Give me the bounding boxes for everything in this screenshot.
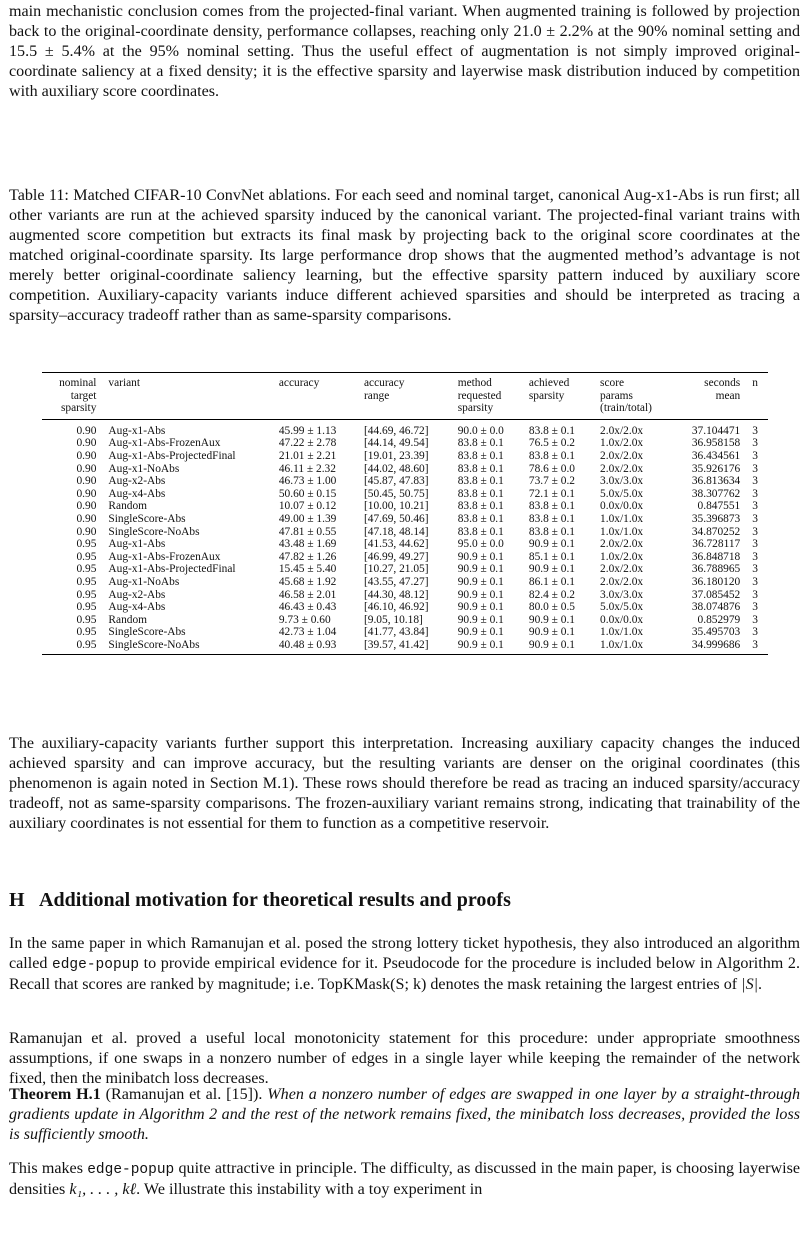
cell-requested-sparsity: 90.9 ± 0.1 — [452, 639, 523, 655]
cell-requested-sparsity: 83.8 ± 0.1 — [457, 437, 504, 450]
text-run: denotes the mask retaining the largest entries of — [426, 976, 742, 993]
cell-n: 3 — [752, 437, 758, 450]
cell-n: 3 — [752, 525, 758, 538]
theorem-label: Theorem H.1 — [9, 1086, 101, 1103]
cell-score-params: 2.0x/2.0x — [600, 563, 644, 576]
text-run: at the — [593, 23, 638, 40]
cell-score-params: 5.0x/5.0x — [600, 601, 644, 614]
cell-requested-sparsity: 90.9 ± 0.1 — [457, 588, 504, 601]
cell-accuracy: 42.73 ± 1.04 — [278, 626, 337, 639]
cell-accuracy-range: [44.69, 46.72] — [363, 424, 429, 437]
cell-accuracy: 10.07 ± 0.12 — [278, 500, 337, 513]
cell-accuracy: 46.43 ± 0.43 — [278, 601, 337, 614]
header-line: nominal — [59, 377, 97, 389]
header-line: (train/total) — [600, 402, 652, 415]
cell-nominal-target: 0.90 — [76, 475, 97, 488]
cell-requested-sparsity: 83.8 ± 0.1 — [457, 487, 504, 500]
cell-n: 3 — [752, 588, 758, 601]
cell-variant: Aug-x1-NoAbs — [108, 575, 180, 588]
cell-accuracy-range: [47.18, 48.14] — [363, 525, 429, 538]
cell-score-params: 0.0x/0.0x — [600, 500, 644, 513]
header-nominal — [42, 373, 102, 420]
monotonicity-paragraph: Ramanujan et al. proved a useful local monotonicity statement for this procedure: under appropriate smoothness assumptions, if one swaps in a nonzero number of edges in a single layer while keeping the remainder of the network fixed, then the minibatch loss decreases. — [9, 1030, 800, 1087]
cell-n: 3 — [752, 626, 758, 639]
cell-achieved-sparsity: 78.6 ± 0.0 — [528, 462, 575, 475]
table-row — [42, 437, 768, 450]
cell-variant: Aug-x1-Abs — [108, 538, 166, 551]
text-run: This makes — [9, 1160, 88, 1177]
table-row — [42, 538, 768, 551]
cell-requested-sparsity: 83.8 ± 0.1 — [457, 500, 504, 513]
cell-score-params: 2.0x/2.0x — [600, 538, 644, 551]
cell-n: 3 — [752, 538, 758, 551]
cell-accuracy: 40.48 ± 0.93 — [273, 639, 358, 655]
header-range — [358, 373, 452, 420]
theorem-text: When a nonzero number of edges are swapped in one layer by a straight-through gradients update in Algorithm 2 and the rest of the network remains fixed, the minibatch loss decreases, provided the loss is sufficiently smooth. — [9, 1086, 801, 1143]
section-heading — [9, 888, 511, 912]
cell-seconds-mean: 0.847551 — [697, 500, 741, 513]
cell-variant: SingleScore-Abs — [108, 626, 186, 639]
cell-nominal-target: 0.95 — [42, 639, 102, 655]
cell-achieved-sparsity: 80.0 ± 0.5 — [528, 601, 575, 614]
cell-nominal-target: 0.95 — [76, 601, 97, 614]
math-inline: 90% — [638, 23, 668, 40]
header-achieved — [523, 373, 594, 420]
cell-achieved-sparsity: 72.1 ± 0.1 — [528, 487, 575, 500]
header-line: variant — [108, 377, 141, 389]
cell-variant: Aug-x4-Abs — [108, 601, 166, 614]
cell-accuracy-range: [10.27, 21.05] — [363, 563, 429, 576]
cell-seconds-mean: 34.870252 — [691, 525, 741, 538]
header-params — [594, 373, 672, 420]
table-row — [42, 576, 768, 589]
cell-achieved-sparsity: 90.9 ± 0.1 — [528, 563, 575, 576]
cell-variant: Aug-x1-NoAbs — [108, 462, 180, 475]
cell-accuracy-range: [41.53, 44.62] — [363, 538, 429, 551]
closing-paragraph — [9, 1159, 800, 1200]
cell-variant: Random — [108, 613, 148, 626]
cell-score-params: 1.0x/1.0x — [600, 525, 644, 538]
cell-nominal-target: 0.90 — [76, 449, 97, 462]
text-run: main mechanistic conclusion comes from the projected-final variant. When augmented training is followed by projection back to the original-coordinate density, performance collapses, reaching only — [9, 3, 800, 40]
header-line: seconds — [704, 377, 741, 389]
cell-score-params: 1.0x/2.0x — [600, 437, 644, 450]
intro-paragraph — [9, 2, 800, 102]
table-row — [42, 563, 768, 576]
cell-n: 3 — [752, 424, 758, 437]
cell-achieved-sparsity: 83.8 ± 0.1 — [528, 525, 575, 538]
cell-accuracy-range: [50.45, 50.75] — [363, 487, 429, 500]
cell-accuracy: 46.73 ± 1.00 — [278, 475, 337, 488]
cell-seconds-mean: 36.788965 — [691, 563, 741, 576]
cell-requested-sparsity: 95.0 ± 0.0 — [457, 538, 504, 551]
cell-achieved-sparsity: 86.1 ± 0.1 — [528, 575, 575, 588]
cell-achieved-sparsity: 83.8 ± 0.1 — [528, 512, 575, 525]
cell-accuracy-range: [39.57, 41.42] — [358, 639, 452, 655]
table-row — [42, 488, 768, 501]
header-n — [746, 373, 768, 420]
cell-accuracy: 46.11 ± 2.32 — [278, 462, 336, 475]
cell-achieved-sparsity: 83.8 ± 0.1 — [528, 424, 575, 437]
cell-nominal-target: 0.90 — [76, 462, 97, 475]
cell-accuracy: 21.01 ± 2.21 — [278, 449, 337, 462]
table-body — [42, 419, 768, 655]
cell-requested-sparsity: 90.9 ± 0.1 — [457, 601, 504, 614]
table-row — [42, 450, 768, 463]
cell-requested-sparsity: 90.9 ± 0.1 — [457, 626, 504, 639]
section-title: Additional motivation for theoretical results and proofs — [39, 889, 511, 911]
cell-requested-sparsity: 83.8 ± 0.1 — [457, 449, 504, 462]
cell-variant: Aug-x2-Abs — [108, 475, 166, 488]
cell-achieved-sparsity: 85.1 ± 0.1 — [528, 550, 575, 563]
cell-nominal-target: 0.90 — [76, 424, 97, 437]
cell-n: 3 — [752, 613, 758, 626]
cell-nominal-target: 0.95 — [76, 550, 97, 563]
cell-seconds-mean: 36.180120 — [691, 575, 741, 588]
math-inline: |S| — [741, 976, 759, 993]
cell-seconds-mean: 38.307762 — [691, 487, 741, 500]
theorem-h1 — [9, 1085, 800, 1145]
code-inline: edge-popup — [52, 957, 140, 973]
cell-nominal-target: 0.95 — [76, 538, 97, 551]
cell-accuracy-range: [10.00, 10.21] — [363, 500, 429, 513]
cell-seconds-mean: 36.958158 — [691, 437, 741, 450]
table-row — [42, 419, 768, 437]
text-run: quite attractive in principle. The difficulty, as discussed in the main paper, is choosing layerwise densities — [9, 1160, 800, 1198]
cell-n: 3 — [752, 512, 758, 525]
cell-n: 3 — [752, 475, 758, 488]
cell-accuracy: 9.73 ± 0.60 — [278, 613, 331, 626]
cell-achieved-sparsity: 90.9 ± 0.1 — [528, 626, 575, 639]
math-inline: 15.5 ± 5.4% — [9, 43, 96, 60]
cell-seconds-mean: 38.074876 — [691, 601, 741, 614]
cell-requested-sparsity: 83.8 ± 0.1 — [457, 462, 504, 475]
cell-accuracy-range: [19.01, 23.39] — [363, 449, 429, 462]
cell-seconds-mean: 36.813634 — [691, 475, 741, 488]
cell-seconds-mean: 34.999686 — [672, 639, 746, 655]
cell-achieved-sparsity: 90.9 ± 0.1 — [523, 639, 594, 655]
cell-variant: Random — [108, 500, 148, 513]
cell-accuracy: 15.45 ± 5.40 — [278, 563, 337, 576]
header-line: sparsity — [457, 402, 494, 415]
header-line: requested — [457, 389, 502, 402]
cell-achieved-sparsity: 83.8 ± 0.1 — [528, 449, 575, 462]
header-line: accuracy — [278, 377, 320, 389]
cell-score-params: 5.0x/5.0x — [600, 487, 644, 500]
cell-nominal-target: 0.90 — [76, 512, 97, 525]
header-line: n — [752, 377, 758, 389]
cell-seconds-mean: 35.926176 — [691, 462, 741, 475]
cell-accuracy: 45.68 ± 1.92 — [278, 575, 337, 588]
cell-nominal-target: 0.95 — [76, 613, 97, 626]
cell-n: 3 — [746, 639, 768, 655]
cell-accuracy-range: [43.55, 47.27] — [363, 575, 429, 588]
text-run: nominal setting and — [667, 23, 800, 40]
cell-seconds-mean: 37.085452 — [691, 588, 741, 601]
text-run: to provide empirical evidence for it. Pseudocode for the procedure is included below in Algorithm 2. Recall that scores are ranked by magnitude; i.e. — [9, 955, 800, 993]
cell-achieved-sparsity: 76.5 ± 0.2 — [528, 437, 575, 450]
cell-score-params: 1.0x/1.0x — [600, 626, 644, 639]
cell-variant: Aug-x1-Abs — [108, 424, 166, 437]
cell-seconds-mean: 36.434561 — [691, 449, 741, 462]
cell-score-params: 3.0x/3.0x — [600, 475, 644, 488]
cell-score-params: 1.0x/1.0x — [600, 512, 644, 525]
table-row — [42, 614, 768, 627]
cell-accuracy-range: [44.14, 49.54] — [363, 437, 429, 450]
cell-variant: SingleScore-Abs — [108, 512, 186, 525]
header-line: range — [363, 389, 390, 402]
cell-requested-sparsity: 90.0 ± 0.0 — [457, 424, 504, 437]
cell-seconds-mean: 35.396873 — [691, 512, 741, 525]
aux-paragraph: The auxiliary-capacity variants further support this interpretation. Increasing auxiliary capacity changes the induced achieved sparsity and can improve accuracy, but the resulting variants are denser on the original coordinates (this phenomenon is again noted in Section M.1). These rows should therefore be read as tracing an induced sparsity/accuracy tradeoff, not as same-sparsity comparisons. The frozen-auxiliary variant remains strong, indicating that trainability of the auxiliary coordinates is not essential for them to function as a competitive reservoir. — [9, 735, 800, 832]
cell-n: 3 — [752, 563, 758, 576]
cell-accuracy-range: [41.77, 43.84] — [363, 626, 429, 639]
cell-accuracy-range: [44.02, 48.60] — [363, 462, 429, 475]
text-run: In the same paper in which Ramanujan et al. posed the strong lottery ticket hypothesis, they also introduced an algorithm called — [9, 935, 800, 972]
cell-n: 3 — [752, 487, 758, 500]
cell-nominal-target: 0.95 — [76, 626, 97, 639]
header-line: accuracy — [363, 377, 405, 389]
cell-accuracy: 47.82 ± 1.26 — [278, 550, 337, 563]
cell-n: 3 — [752, 449, 758, 462]
ablation-table — [42, 372, 768, 655]
cell-n: 3 — [752, 500, 758, 513]
cell-score-params: 1.0x/1.0x — [594, 639, 672, 655]
table-row — [42, 626, 768, 639]
cell-score-params: 2.0x/2.0x — [600, 424, 644, 437]
text-run: . — [758, 976, 763, 993]
math-inline: k₁, . . . , kℓ — [69, 1181, 137, 1198]
math-inline: 95% — [149, 43, 180, 60]
section-number: H — [9, 889, 25, 911]
cell-score-params: 2.0x/2.0x — [600, 449, 644, 462]
table-row — [42, 475, 768, 488]
table-row — [42, 526, 768, 539]
cell-accuracy-range: [47.69, 50.46] — [363, 512, 429, 525]
edge-popup-paragraph — [9, 934, 800, 995]
header-line: mean — [715, 389, 741, 402]
math-inline: TopKMask(S; k) — [317, 976, 427, 993]
header-line: achieved — [528, 377, 570, 389]
cell-requested-sparsity: 83.8 ± 0.1 — [457, 512, 504, 525]
cell-accuracy: 46.58 ± 2.01 — [278, 588, 337, 601]
table-row — [42, 463, 768, 476]
cell-accuracy: 49.00 ± 1.39 — [278, 512, 337, 525]
header-line: params — [600, 389, 633, 402]
theorem-citation: (Ramanujan et al. [15]). — [100, 1086, 263, 1103]
text-run: at the — [95, 43, 150, 60]
header-line: target — [70, 389, 97, 402]
table-row — [42, 639, 768, 655]
cell-n: 3 — [752, 550, 758, 563]
text-run: . We illustrate this instability with a toy experiment in — [136, 1181, 483, 1198]
cell-achieved-sparsity: 82.4 ± 0.2 — [528, 588, 575, 601]
cell-nominal-target: 0.95 — [76, 563, 97, 576]
cell-variant: Aug-x1-Abs-ProjectedFinal — [108, 563, 236, 576]
cell-achieved-sparsity: 90.9 ± 0.1 — [528, 613, 575, 626]
cell-score-params: 3.0x/3.0x — [600, 588, 644, 601]
header-accuracy — [273, 373, 358, 420]
table-caption: Table 11: Matched CIFAR-10 ConvNet ablations. For each seed and nominal target, canonical Aug-x1-Abs is run first; all other variants are run at the achieved sparsity induced by the canonical variant. The projected-final variant trains with augmented score competition but extracts its final mask by projecting back to the original score coordinates at the matched original-coordinate sparsity. Its large performance drop shows that the augmented method’s advantage is not merely better original-coordinate saliency learning, but the effective sparsity pattern induced by auxiliary score competition. Auxiliary-capacity variants induce different achieved sparsities and should be interpreted as tracing a sparsity–accuracy tradeoff rather than as same-sparsity comparisons. — [9, 187, 800, 324]
header-variant — [102, 373, 272, 420]
cell-requested-sparsity: 90.9 ± 0.1 — [457, 613, 504, 626]
cell-accuracy-range: [45.87, 47.83] — [363, 475, 429, 488]
cell-nominal-target: 0.90 — [76, 500, 97, 513]
cell-variant: Aug-x2-Abs — [108, 588, 166, 601]
cell-requested-sparsity: 83.8 ± 0.1 — [457, 525, 504, 538]
table-row — [42, 513, 768, 526]
table-row — [42, 500, 768, 513]
cell-requested-sparsity: 83.8 ± 0.1 — [457, 475, 504, 488]
cell-variant: Aug-x1-Abs-FrozenAux — [108, 550, 221, 563]
cell-accuracy-range: [46.10, 46.92] — [363, 601, 429, 614]
cell-achieved-sparsity: 83.8 ± 0.1 — [528, 500, 575, 513]
table-row — [42, 551, 768, 564]
cell-nominal-target: 0.90 — [76, 487, 97, 500]
cell-requested-sparsity: 90.9 ± 0.1 — [457, 563, 504, 576]
header-line: method — [457, 377, 492, 389]
cell-requested-sparsity: 90.9 ± 0.1 — [457, 550, 504, 563]
cell-score-params: 2.0x/2.0x — [600, 462, 644, 475]
cell-variant: Aug-x4-Abs — [108, 487, 166, 500]
cell-score-params: 1.0x/2.0x — [600, 550, 644, 563]
cell-nominal-target: 0.90 — [76, 525, 97, 538]
cell-seconds-mean: 37.104471 — [691, 424, 741, 437]
cell-seconds-mean: 36.728117 — [692, 538, 741, 551]
cell-variant: SingleScore-NoAbs — [108, 525, 200, 538]
header-seconds — [672, 373, 746, 420]
table-row — [42, 601, 768, 614]
cell-accuracy-range: [46.99, 49.27] — [363, 550, 429, 563]
cell-score-params: 0.0x/0.0x — [600, 613, 644, 626]
cell-score-params: 2.0x/2.0x — [600, 575, 644, 588]
header-requested — [452, 373, 523, 420]
cell-seconds-mean: 36.848718 — [691, 550, 741, 563]
cell-accuracy-range: [44.30, 48.12] — [363, 588, 429, 601]
cell-variant: Aug-x1-Abs-ProjectedFinal — [108, 449, 236, 462]
cell-accuracy: 45.99 ± 1.13 — [278, 424, 337, 437]
cell-n: 3 — [752, 462, 758, 475]
header-line: sparsity — [528, 389, 565, 402]
cell-seconds-mean: 0.852979 — [697, 613, 741, 626]
cell-n: 3 — [752, 575, 758, 588]
cell-nominal-target: 0.90 — [76, 437, 97, 450]
cell-accuracy: 50.60 ± 0.15 — [278, 487, 337, 500]
cell-nominal-target: 0.95 — [76, 588, 97, 601]
cell-accuracy-range: [9.05, 10.18] — [363, 613, 423, 626]
cell-nominal-target: 0.95 — [76, 575, 97, 588]
code-inline: edge-popup — [87, 1162, 175, 1178]
header-line: sparsity — [60, 402, 97, 415]
header-line: score — [600, 377, 625, 389]
cell-seconds-mean: 35.495703 — [691, 626, 741, 639]
cell-variant: SingleScore-NoAbs — [102, 639, 272, 655]
text-run: nominal setting. Thus the useful effect of augmentation is not simply improved original-coordinate saliency at a fixed density; it is the effective sparsity and layerwise mask distribution induced by competition with auxiliary score coordinates. — [9, 43, 800, 100]
math-inline: 21.0 ± 2.2% — [513, 23, 594, 40]
cell-requested-sparsity: 90.9 ± 0.1 — [457, 575, 504, 588]
table-row — [42, 589, 768, 602]
cell-accuracy: 43.48 ± 1.69 — [278, 538, 337, 551]
cell-accuracy: 47.22 ± 2.78 — [278, 437, 337, 450]
cell-variant: Aug-x1-Abs-FrozenAux — [108, 437, 221, 450]
table-header-row — [42, 373, 768, 420]
cell-achieved-sparsity: 73.7 ± 0.2 — [528, 475, 575, 488]
cell-accuracy: 47.81 ± 0.55 — [278, 525, 337, 538]
cell-achieved-sparsity: 90.9 ± 0.1 — [528, 538, 575, 551]
cell-n: 3 — [752, 601, 758, 614]
